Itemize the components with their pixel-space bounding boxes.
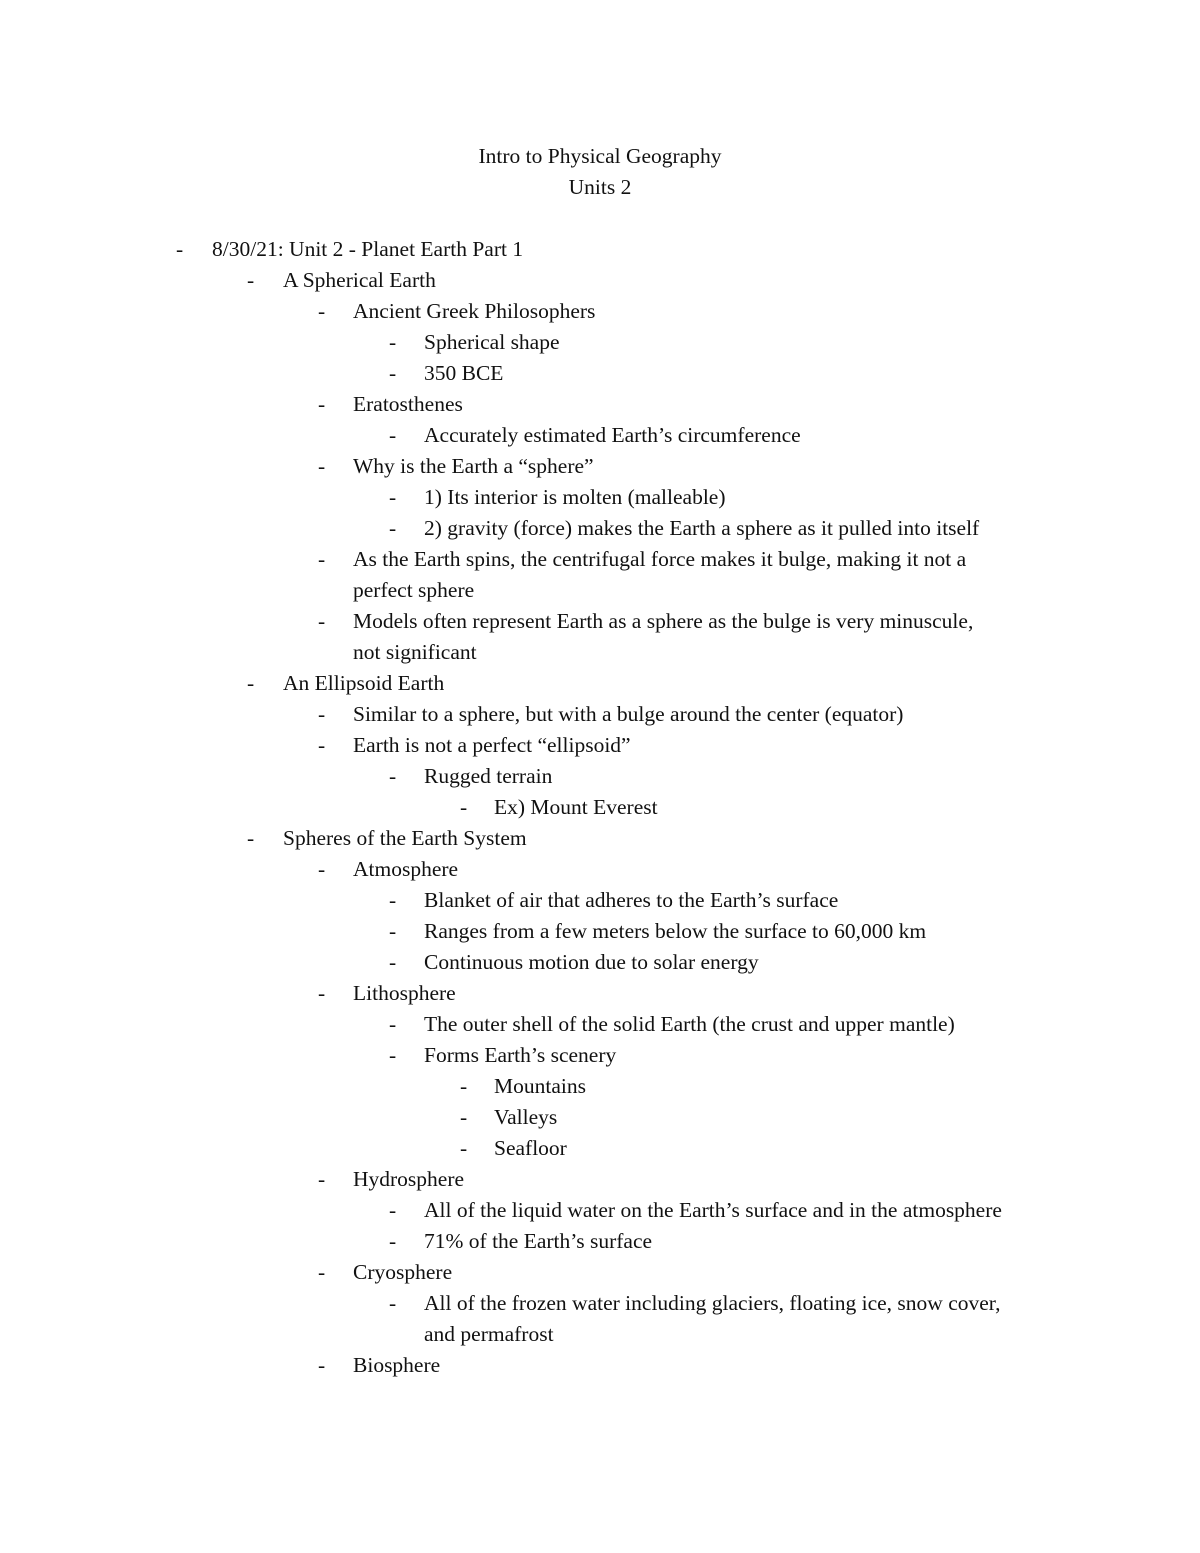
list-item: [0, 1195, 1200, 1226]
list-item-text: and permafrost: [424, 1322, 554, 1346]
bullet-dash: -: [389, 764, 397, 788]
bullet-dash: -: [389, 330, 397, 354]
list-item: [0, 420, 1200, 451]
list-item-text: Why is the Earth a “sphere”: [353, 454, 594, 478]
list-item: [0, 730, 1200, 761]
list-item-text: perfect sphere: [353, 578, 475, 602]
list-item: [0, 1040, 1200, 1071]
list-item-text: Lithosphere: [353, 981, 456, 1005]
bullet-dash: -: [460, 795, 468, 819]
list-item-text: All of the frozen water including glaciers, floating ice, snow cover,: [424, 1291, 1001, 1315]
bullet-dash: -: [460, 1136, 468, 1160]
list-item-text: Ranges from a few meters below the surface to 60,000 km: [424, 919, 927, 943]
document-subtitle: Units 2: [568, 175, 632, 199]
list-item: [0, 761, 1200, 792]
bullet-dash: -: [318, 1260, 326, 1284]
list-item-text: Ancient Greek Philosophers: [353, 299, 596, 323]
bullet-dash: -: [318, 454, 326, 478]
list-item: [0, 482, 1200, 513]
bullet-dash: -: [318, 547, 326, 571]
list-item: [0, 916, 1200, 947]
list-item-text: Atmosphere: [353, 857, 459, 881]
list-item-text: Accurately estimated Earth’s circumference: [424, 423, 801, 447]
bullet-dash: -: [318, 1167, 326, 1191]
list-item: [0, 699, 1200, 730]
list-item-text: Spherical shape: [424, 330, 560, 354]
list-item: [0, 234, 1200, 265]
list-item: [0, 606, 1200, 637]
bullet-dash: -: [460, 1074, 468, 1098]
list-item-text: Forms Earth’s scenery: [424, 1043, 617, 1067]
list-item: [0, 885, 1200, 916]
list-item-continuation: [0, 575, 1200, 606]
list-item-text: Earth is not a perfect “ellipsoid”: [353, 733, 631, 757]
list-item: [0, 854, 1200, 885]
list-item: [0, 1350, 1200, 1381]
list-item-continuation: [0, 637, 1200, 668]
list-item: [0, 668, 1200, 699]
notes-outline: [0, 234, 1200, 1381]
list-item: [0, 513, 1200, 544]
bullet-dash: -: [389, 1043, 397, 1067]
bullet-dash: -: [318, 733, 326, 757]
list-item: [0, 792, 1200, 823]
bullet-dash: -: [318, 1353, 326, 1377]
list-item-text: All of the liquid water on the Earth’s surface and in the atmosphere: [424, 1198, 1002, 1222]
list-item-text: 8/30/21: Unit 2 - Planet Earth Part 1: [212, 237, 524, 261]
list-item-text: Models often represent Earth as a sphere as the bulge is very minuscule,: [353, 609, 974, 633]
bullet-dash: -: [318, 702, 326, 726]
bullet-dash: -: [318, 981, 326, 1005]
list-item-text: Eratosthenes: [353, 392, 463, 416]
bullet-dash: -: [389, 950, 397, 974]
bullet-dash: -: [389, 485, 397, 509]
list-item: [0, 358, 1200, 389]
bullet-dash: -: [247, 671, 255, 695]
list-item: [0, 1009, 1200, 1040]
list-item: [0, 327, 1200, 358]
list-item: [0, 389, 1200, 420]
list-item-text: The outer shell of the solid Earth (the crust and upper mantle): [424, 1012, 955, 1036]
bullet-dash: -: [318, 392, 326, 416]
list-item-text: 2) gravity (force) makes the Earth a sphere as it pulled into itself: [424, 516, 980, 540]
list-item: [0, 823, 1200, 854]
list-item: [0, 1133, 1200, 1164]
list-item-text: Seafloor: [494, 1136, 567, 1160]
bullet-dash: -: [176, 237, 184, 261]
list-item: [0, 1257, 1200, 1288]
list-item-text: Valleys: [494, 1105, 558, 1129]
bullet-dash: -: [389, 1291, 397, 1315]
bullet-dash: -: [389, 423, 397, 447]
list-item-text: Mountains: [494, 1074, 586, 1098]
list-item: [0, 265, 1200, 296]
document-title: Intro to Physical Geography: [478, 144, 722, 168]
list-item-text: Hydrosphere: [353, 1167, 465, 1191]
list-item: [0, 947, 1200, 978]
list-item-text: Spheres of the Earth System: [283, 826, 527, 850]
list-item-text: 71% of the Earth’s surface: [424, 1229, 653, 1253]
list-item-text: An Ellipsoid Earth: [283, 671, 445, 695]
list-item-text: Blanket of air that adheres to the Earth’s surface: [424, 888, 839, 912]
list-item-text: A Spherical Earth: [283, 268, 436, 292]
bullet-dash: -: [389, 888, 397, 912]
bullet-dash: -: [389, 1198, 397, 1222]
list-item-text: Similar to a sphere, but with a bulge around the center (equator): [353, 702, 904, 726]
bullet-dash: -: [389, 1229, 397, 1253]
list-item-text: Ex) Mount Everest: [494, 795, 658, 819]
bullet-dash: -: [247, 268, 255, 292]
list-item-text: 350 BCE: [424, 361, 504, 385]
list-item: [0, 1288, 1200, 1319]
list-item: [0, 451, 1200, 482]
list-item-text: Cryosphere: [353, 1260, 453, 1284]
list-item-text: Rugged terrain: [424, 764, 553, 788]
list-item-continuation: [0, 1319, 1200, 1350]
bullet-dash: -: [389, 361, 397, 385]
bullet-dash: -: [460, 1105, 468, 1129]
list-item-text: Biosphere: [353, 1353, 441, 1377]
bullet-dash: -: [247, 826, 255, 850]
list-item-text: As the Earth spins, the centrifugal force makes it bulge, making it not a: [353, 547, 967, 571]
bullet-dash: -: [318, 299, 326, 323]
list-item: [0, 978, 1200, 1009]
list-item: [0, 296, 1200, 327]
list-item: [0, 1102, 1200, 1133]
bullet-dash: -: [389, 919, 397, 943]
list-item-text: Continuous motion due to solar energy: [424, 950, 759, 974]
list-item-text: 1) Its interior is molten (malleable): [424, 485, 726, 509]
list-item-text: not significant: [353, 640, 477, 664]
bullet-dash: -: [318, 857, 326, 881]
list-item: [0, 1226, 1200, 1257]
title-block: [0, 141, 1200, 203]
bullet-dash: -: [389, 1012, 397, 1036]
list-item: [0, 1071, 1200, 1102]
bullet-dash: -: [389, 516, 397, 540]
list-item: [0, 544, 1200, 575]
bullet-dash: -: [318, 609, 326, 633]
list-item: [0, 1164, 1200, 1195]
